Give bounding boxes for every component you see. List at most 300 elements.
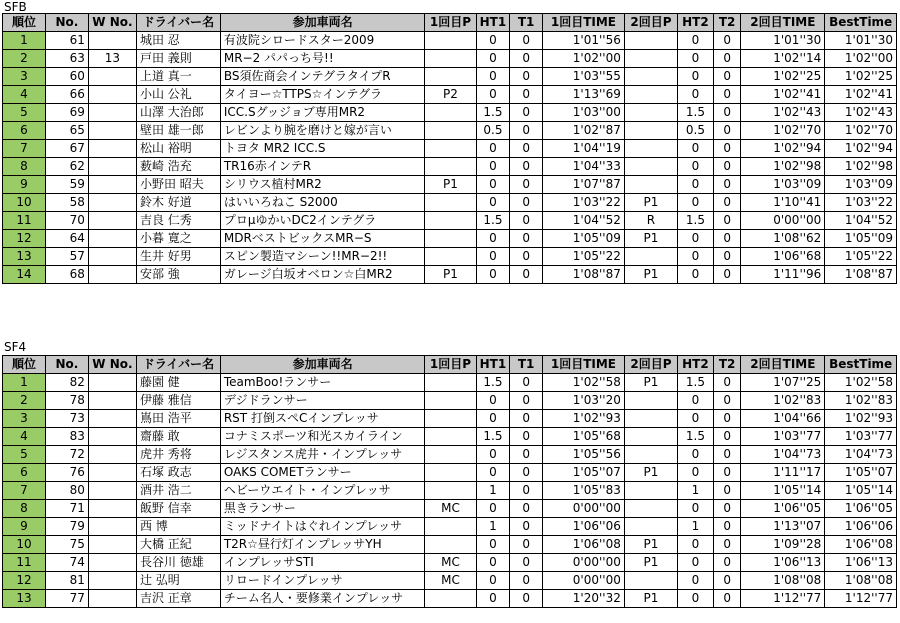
cell-t2: 0 [713, 572, 741, 590]
cell-run2-time: 1'04''73 [741, 446, 825, 464]
cell-t1: 0 [510, 500, 543, 518]
cell-car-name: ミッドナイトはぐれインプレッサ [220, 518, 425, 536]
cell-t2: 0 [713, 374, 741, 392]
table-row [3, 158, 897, 176]
column-header-ht2: HT2 [678, 356, 714, 374]
cell-t1: 0 [510, 536, 543, 554]
cell-w-no [88, 464, 136, 482]
cell-car-name: TR16赤インテR [220, 158, 425, 176]
cell-run2-time: 1'06''05 [741, 500, 825, 518]
cell-t1: 0 [510, 446, 543, 464]
column-header-t2: T2 [713, 14, 741, 32]
cell-driver-name: 小暮 寛之 [136, 230, 220, 248]
cell-no: 78 [45, 392, 88, 410]
cell-run2-time: 1'02''70 [741, 122, 825, 140]
cell-w-no [88, 86, 136, 104]
cell-best-time: 1'08''87 [825, 266, 897, 284]
cell-run2-time: 0'00''00 [741, 212, 825, 230]
cell-rank: 10 [3, 536, 46, 554]
cell-ht2: 0 [678, 68, 714, 86]
cell-car-name: T2R☆昼行灯インプレッサYH [220, 536, 425, 554]
cell-no: 83 [45, 428, 88, 446]
cell-no: 80 [45, 482, 88, 500]
cell-t2: 0 [713, 122, 741, 140]
cell-t2: 0 [713, 446, 741, 464]
cell-ht2: 0 [678, 536, 714, 554]
cell-no: 72 [45, 446, 88, 464]
cell-t2: 0 [713, 32, 741, 50]
table-row [3, 446, 897, 464]
cell-ht2: 1 [678, 518, 714, 536]
cell-car-name: BS須佐商会インテグラタイプR [220, 68, 425, 86]
cell-t1: 0 [510, 590, 543, 608]
cell-run1-time: 1'02''87 [543, 122, 625, 140]
cell-driver-name: 飯野 信幸 [136, 500, 220, 518]
cell-driver-name: 小山 公礼 [136, 86, 220, 104]
header-row [3, 14, 897, 32]
cell-best-time: 1'02''43 [825, 104, 897, 122]
cell-w-no [88, 572, 136, 590]
cell-run2-penalty [624, 248, 677, 266]
cell-run2-time: 1'06''13 [741, 554, 825, 572]
cell-ht1: 0 [476, 464, 510, 482]
cell-run1-penalty [425, 374, 476, 392]
cell-car-name: スピン製造マシーン!!MR−2!! [220, 248, 425, 266]
cell-rank: 12 [3, 572, 46, 590]
cell-no: 74 [45, 554, 88, 572]
cell-no: 64 [45, 230, 88, 248]
cell-driver-name: 壁田 雄一郎 [136, 122, 220, 140]
cell-run1-penalty [425, 590, 476, 608]
cell-w-no [88, 68, 136, 86]
cell-no: 61 [45, 32, 88, 50]
results-table [2, 13, 897, 284]
column-header-run1-time: 1回目TIME [543, 14, 625, 32]
cell-w-no [88, 536, 136, 554]
cell-run2-penalty: P1 [624, 194, 677, 212]
cell-no: 58 [45, 194, 88, 212]
cell-t1: 0 [510, 68, 543, 86]
cell-t2: 0 [713, 50, 741, 68]
cell-run2-penalty [624, 104, 677, 122]
cell-best-time: 1'05''09 [825, 230, 897, 248]
cell-driver-name: 小野田 昭夫 [136, 176, 220, 194]
cell-t2: 0 [713, 536, 741, 554]
cell-best-time: 1'12''77 [825, 590, 897, 608]
cell-w-no [88, 428, 136, 446]
cell-run2-time: 1'02''25 [741, 68, 825, 86]
cell-t2: 0 [713, 194, 741, 212]
table-row [3, 518, 897, 536]
cell-rank: 10 [3, 194, 46, 212]
cell-run2-penalty: P1 [624, 554, 677, 572]
cell-run2-penalty: P1 [624, 464, 677, 482]
cell-driver-name: 酒井 浩二 [136, 482, 220, 500]
cell-ht1: 0 [476, 86, 510, 104]
cell-car-name: はいいろねこ S2000 [220, 194, 425, 212]
cell-w-no [88, 554, 136, 572]
cell-rank: 9 [3, 518, 46, 536]
cell-ht1: 1.5 [476, 212, 510, 230]
table-row [3, 230, 897, 248]
cell-w-no [88, 374, 136, 392]
cell-run2-time: 1'03''77 [741, 428, 825, 446]
column-header-best-time: BestTime [825, 14, 897, 32]
cell-run2-penalty [624, 86, 677, 104]
cell-w-no [88, 410, 136, 428]
cell-rank: 8 [3, 158, 46, 176]
cell-car-name: プロμゆかいDC2インテグラ [220, 212, 425, 230]
cell-no: 67 [45, 140, 88, 158]
cell-run1-time: 0'00''00 [543, 500, 625, 518]
cell-ht2: 0 [678, 266, 714, 284]
cell-t2: 0 [713, 590, 741, 608]
cell-ht1: 0 [476, 572, 510, 590]
table-row [3, 32, 897, 50]
cell-run1-time: 1'03''00 [543, 104, 625, 122]
cell-t2: 0 [713, 176, 741, 194]
column-header-car-name: 参加車両名 [220, 356, 425, 374]
column-header-w-no: W No. [88, 356, 136, 374]
cell-car-name: タイヨー☆TTPS☆インテグラ [220, 86, 425, 104]
table-row [3, 536, 897, 554]
cell-driver-name: 城田 忍 [136, 32, 220, 50]
cell-run2-time: 1'02''98 [741, 158, 825, 176]
cell-rank: 11 [3, 554, 46, 572]
cell-run1-time: 1'13''69 [543, 86, 625, 104]
cell-rank: 11 [3, 212, 46, 230]
cell-run1-penalty [425, 482, 476, 500]
column-header-t2: T2 [713, 356, 741, 374]
cell-ht2: 0 [678, 572, 714, 590]
cell-car-name: 有波院シロードスター2009 [220, 32, 425, 50]
cell-ht1: 0.5 [476, 122, 510, 140]
cell-best-time: 1'06''08 [825, 536, 897, 554]
cell-t1: 0 [510, 518, 543, 536]
cell-no: 59 [45, 176, 88, 194]
cell-ht1: 0 [476, 446, 510, 464]
cell-run2-penalty [624, 410, 677, 428]
cell-driver-name: 戸田 義則 [136, 50, 220, 68]
cell-run1-time: 1'03''22 [543, 194, 625, 212]
cell-t2: 0 [713, 464, 741, 482]
cell-t2: 0 [713, 482, 741, 500]
cell-best-time: 1'02''94 [825, 140, 897, 158]
cell-run1-penalty [425, 536, 476, 554]
cell-w-no [88, 104, 136, 122]
cell-car-name: トヨタ MR2 ICC.S [220, 140, 425, 158]
cell-run1-time: 1'01''56 [543, 32, 625, 50]
cell-car-name: デジドランサー [220, 392, 425, 410]
cell-run2-time: 1'01''30 [741, 32, 825, 50]
cell-run1-time: 1'06''06 [543, 518, 625, 536]
cell-ht2: 0 [678, 86, 714, 104]
column-header-run2-time: 2回目TIME [741, 356, 825, 374]
cell-run1-penalty [425, 68, 476, 86]
cell-run1-penalty [425, 428, 476, 446]
cell-w-no [88, 392, 136, 410]
cell-no: 60 [45, 68, 88, 86]
cell-t2: 0 [713, 554, 741, 572]
table-row [3, 500, 897, 518]
results-table [2, 355, 897, 608]
table-row [3, 410, 897, 428]
column-header-driver-name: ドライバー名 [136, 14, 220, 32]
cell-t1: 0 [510, 266, 543, 284]
cell-ht1: 0 [476, 32, 510, 50]
cell-ht2: 1 [678, 482, 714, 500]
table-row [3, 50, 897, 68]
cell-no: 81 [45, 572, 88, 590]
cell-run2-penalty: P1 [624, 266, 677, 284]
column-header-ht2: HT2 [678, 14, 714, 32]
column-header-no: No. [45, 14, 88, 32]
cell-run1-penalty [425, 446, 476, 464]
cell-car-name: OAKS COMETランサー [220, 464, 425, 482]
cell-run2-time: 1'02''94 [741, 140, 825, 158]
cell-run2-penalty: P1 [624, 374, 677, 392]
cell-t2: 0 [713, 248, 741, 266]
cell-best-time: 1'06''13 [825, 554, 897, 572]
cell-run2-penalty: R [624, 212, 677, 230]
table-row [3, 104, 897, 122]
cell-run2-time: 1'07''25 [741, 374, 825, 392]
cell-best-time: 1'03''22 [825, 194, 897, 212]
cell-run1-penalty [425, 410, 476, 428]
cell-best-time: 1'05''14 [825, 482, 897, 500]
cell-t1: 0 [510, 50, 543, 68]
cell-t2: 0 [713, 230, 741, 248]
cell-w-no [88, 518, 136, 536]
cell-ht2: 0 [678, 248, 714, 266]
cell-driver-name: 藤園 健 [136, 374, 220, 392]
cell-w-no [88, 266, 136, 284]
cell-driver-name: 山澤 大治郎 [136, 104, 220, 122]
cell-ht1: 0 [476, 194, 510, 212]
cell-best-time: 1'05''07 [825, 464, 897, 482]
cell-no: 68 [45, 266, 88, 284]
cell-rank: 6 [3, 122, 46, 140]
cell-no: 70 [45, 212, 88, 230]
cell-best-time: 1'02''41 [825, 86, 897, 104]
cell-run1-penalty [425, 140, 476, 158]
cell-car-name: ガレージ白坂オベロン☆白MR2 [220, 266, 425, 284]
cell-ht2: 0 [678, 194, 714, 212]
cell-run1-penalty [425, 158, 476, 176]
table-row [3, 266, 897, 284]
cell-ht1: 0 [476, 158, 510, 176]
cell-driver-name: 石塚 政志 [136, 464, 220, 482]
cell-run2-time: 1'08''62 [741, 230, 825, 248]
cell-run1-time: 0'00''00 [543, 572, 625, 590]
cell-t1: 0 [510, 572, 543, 590]
cell-t1: 0 [510, 122, 543, 140]
cell-t1: 0 [510, 176, 543, 194]
column-header-ht1: HT1 [476, 356, 510, 374]
cell-driver-name: 辻 弘明 [136, 572, 220, 590]
cell-no: 62 [45, 158, 88, 176]
cell-car-name: リロードインプレッサ [220, 572, 425, 590]
cell-run1-time: 1'02''93 [543, 410, 625, 428]
cell-t1: 0 [510, 194, 543, 212]
table-row [3, 392, 897, 410]
cell-run2-penalty [624, 572, 677, 590]
cell-w-no [88, 176, 136, 194]
cell-car-name: チーム名人・要修業インプレッサ [220, 590, 425, 608]
cell-t1: 0 [510, 482, 543, 500]
cell-w-no [88, 446, 136, 464]
cell-run1-penalty: MC [425, 500, 476, 518]
cell-best-time: 1'03''77 [825, 428, 897, 446]
cell-run2-penalty [624, 50, 677, 68]
column-header-rank: 順位 [3, 356, 46, 374]
cell-driver-name: 鈴木 好道 [136, 194, 220, 212]
cell-w-no [88, 230, 136, 248]
column-header-run2-penalty: 2回目P [624, 14, 677, 32]
cell-ht1: 0 [476, 230, 510, 248]
cell-run2-penalty [624, 68, 677, 86]
cell-run2-time: 1'13''07 [741, 518, 825, 536]
cell-ht2: 1.5 [678, 212, 714, 230]
cell-run1-penalty [425, 392, 476, 410]
cell-rank: 3 [3, 410, 46, 428]
cell-driver-name: 上道 真一 [136, 68, 220, 86]
cell-run1-time: 1'07''87 [543, 176, 625, 194]
cell-run2-time: 1'12''77 [741, 590, 825, 608]
cell-best-time: 1'06''06 [825, 518, 897, 536]
cell-driver-name: 松山 裕明 [136, 140, 220, 158]
cell-run1-time: 1'03''20 [543, 392, 625, 410]
cell-run1-penalty: MC [425, 554, 476, 572]
table-row [3, 248, 897, 266]
cell-run2-time: 1'02''41 [741, 86, 825, 104]
cell-t1: 0 [510, 428, 543, 446]
cell-w-no [88, 194, 136, 212]
cell-car-name: コナミスポーツ和光スカイライン [220, 428, 425, 446]
column-header-run1-time: 1回目TIME [543, 356, 625, 374]
cell-car-name: MR−2 パパっち号!! [220, 50, 425, 68]
table-row [3, 86, 897, 104]
cell-t1: 0 [510, 158, 543, 176]
cell-no: 73 [45, 410, 88, 428]
cell-ht1: 0 [476, 536, 510, 554]
table-row [3, 482, 897, 500]
cell-run2-penalty [624, 176, 677, 194]
column-header-driver-name: ドライバー名 [136, 356, 220, 374]
cell-run1-penalty [425, 230, 476, 248]
cell-run1-penalty [425, 32, 476, 50]
cell-no: 57 [45, 248, 88, 266]
cell-w-no [88, 32, 136, 50]
cell-run2-time: 1'11''17 [741, 464, 825, 482]
cell-ht2: 0 [678, 140, 714, 158]
cell-ht2: 0 [678, 446, 714, 464]
cell-run1-time: 1'04''33 [543, 158, 625, 176]
cell-ht1: 0 [476, 50, 510, 68]
cell-run2-penalty [624, 392, 677, 410]
column-header-no: No. [45, 356, 88, 374]
cell-rank: 3 [3, 68, 46, 86]
cell-run1-time: 1'03''55 [543, 68, 625, 86]
cell-ht1: 1.5 [476, 104, 510, 122]
cell-best-time: 1'01''30 [825, 32, 897, 50]
cell-ht2: 0 [678, 500, 714, 518]
table-row [3, 374, 897, 392]
cell-w-no [88, 590, 136, 608]
cell-run1-penalty [425, 212, 476, 230]
cell-best-time: 1'04''52 [825, 212, 897, 230]
cell-t2: 0 [713, 410, 741, 428]
cell-ht1: 0 [476, 176, 510, 194]
cell-rank: 13 [3, 248, 46, 266]
cell-ht2: 0 [678, 410, 714, 428]
cell-best-time: 1'05''22 [825, 248, 897, 266]
cell-ht1: 0 [476, 392, 510, 410]
cell-ht1: 0 [476, 140, 510, 158]
cell-car-name: TeamBoo!ランサー [220, 374, 425, 392]
cell-run2-penalty [624, 428, 677, 446]
cell-run2-time: 1'02''83 [741, 392, 825, 410]
cell-run2-time: 1'08''08 [741, 572, 825, 590]
cell-best-time: 1'02''83 [825, 392, 897, 410]
cell-car-name: レビンより腕を磨けと嫁が言い [220, 122, 425, 140]
cell-run2-penalty [624, 518, 677, 536]
cell-ht2: 0 [678, 158, 714, 176]
cell-run2-penalty: P1 [624, 536, 677, 554]
cell-rank: 14 [3, 266, 46, 284]
cell-driver-name: 齋藤 敢 [136, 428, 220, 446]
column-header-t1: T1 [510, 356, 543, 374]
cell-driver-name: 嶌田 浩平 [136, 410, 220, 428]
cell-run2-penalty: P1 [624, 590, 677, 608]
cell-run1-time: 1'02''58 [543, 374, 625, 392]
cell-car-name: ヘビーウエイト・インプレッサ [220, 482, 425, 500]
cell-ht1: 0 [476, 410, 510, 428]
cell-run1-penalty: P2 [425, 86, 476, 104]
cell-best-time: 1'02''70 [825, 122, 897, 140]
cell-car-name: インプレッサSTI [220, 554, 425, 572]
cell-run2-penalty [624, 140, 677, 158]
cell-rank: 2 [3, 50, 46, 68]
cell-driver-name: 伊藤 雅信 [136, 392, 220, 410]
cell-ht2: 0 [678, 50, 714, 68]
cell-run2-penalty [624, 32, 677, 50]
cell-rank: 7 [3, 140, 46, 158]
cell-w-no [88, 122, 136, 140]
cell-run1-penalty [425, 518, 476, 536]
cell-rank: 1 [3, 32, 46, 50]
cell-run1-time: 1'05''07 [543, 464, 625, 482]
cell-no: 75 [45, 536, 88, 554]
cell-car-name: レジスタンス虎井・インプレッサ [220, 446, 425, 464]
cell-run2-penalty [624, 158, 677, 176]
table-row [3, 140, 897, 158]
cell-rank: 5 [3, 446, 46, 464]
table-row [3, 428, 897, 446]
cell-rank: 13 [3, 590, 46, 608]
column-header-run1-penalty: 1回目P [425, 14, 476, 32]
cell-ht2: 0 [678, 554, 714, 572]
cell-ht1: 0 [476, 554, 510, 572]
header-row [3, 356, 897, 374]
cell-run1-time: 1'05''83 [543, 482, 625, 500]
cell-t2: 0 [713, 158, 741, 176]
cell-driver-name: 西 博 [136, 518, 220, 536]
cell-run2-penalty [624, 500, 677, 518]
column-header-w-no: W No. [88, 14, 136, 32]
cell-best-time: 1'04''73 [825, 446, 897, 464]
cell-ht1: 1.5 [476, 374, 510, 392]
